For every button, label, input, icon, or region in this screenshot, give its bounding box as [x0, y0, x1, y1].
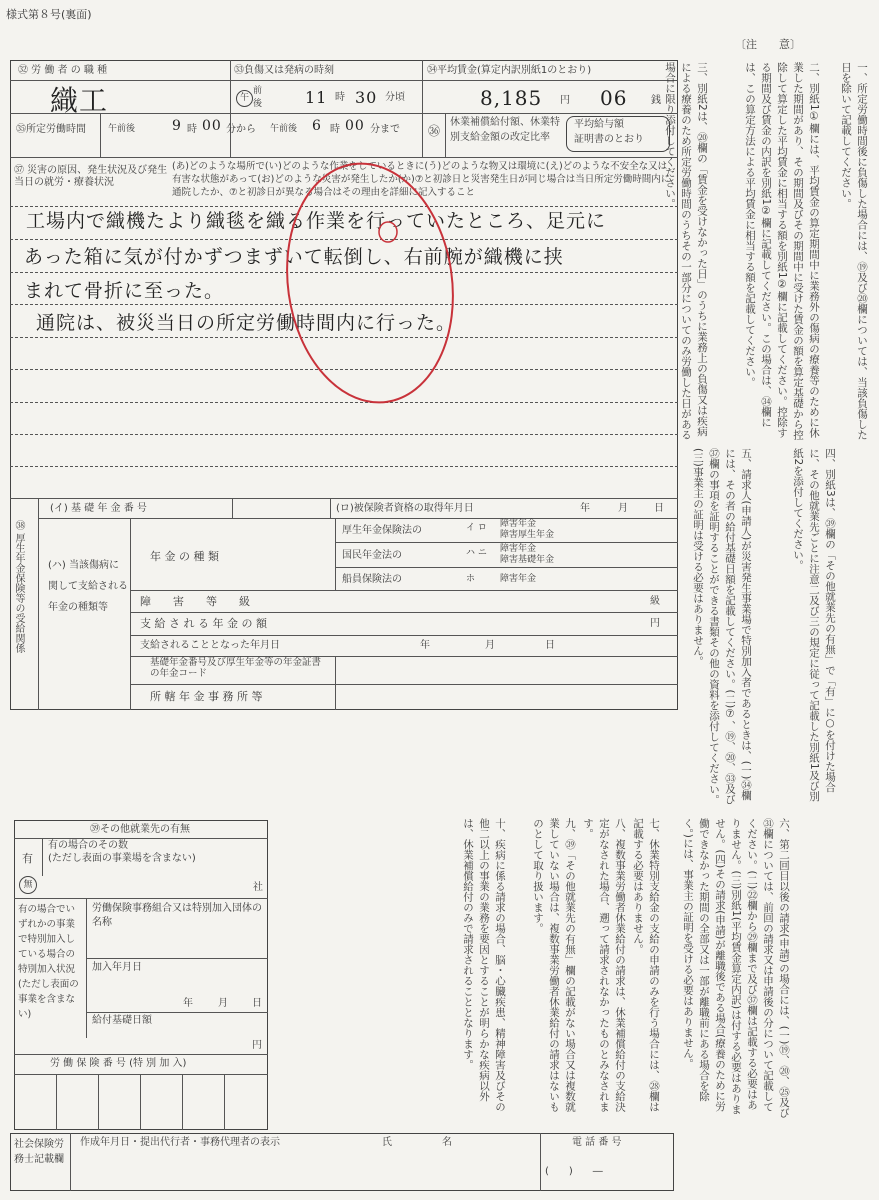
s33-label: ㉝負傷又は発病の時刻 [234, 65, 334, 76]
s38-type-3: 障害年金 [500, 544, 537, 554]
s38-type-1: 障害年金 [500, 519, 537, 529]
footer-col3: 電 話 番 号 [572, 1137, 622, 1148]
s38-type-5: 障害年金 [500, 574, 537, 584]
note-10-text: 十、疾病に係る請求の場合、脳・心臓疾患、精神障害及びその他二以上の事業の業務を要因とすることが明らかな疾病以外は、休業補償給付のみで請求されることとなります。 [462, 818, 506, 1112]
s34-unit-sen: 銭 [651, 95, 661, 106]
s33-am-circle [236, 90, 253, 107]
note-6-text: 六、第二回目以後の請求(申請)の場合には、(一)⑲、⑳、㉕及び㉛欄については、前回の請求又は申請後の分について記載してください。(二)㉒欄から㉙欄まで及び㊲欄は記載する必要はありません。(三)別紙1(平均賃金算定内訳)は付する必要はありません。(四)その請求(申請)が離職後である場合(療養のために労働できなかった期間の全部又は一部が離職前にある場合を除く。)には、事業主の証明を受ける必要はありません。 [682, 818, 790, 1118]
note-4-text: 四、別紙3は、㊴欄の「その他就業先の有無」で「有」に○を付けた場合に、その他就業先ごとに注意二及び三の規定に従って記載した別紙1及び別紙2を添付してください。 [792, 448, 836, 802]
s37-label-text: ㊲ 災害の原因、発生状況及び発生当日の就労・療養状況 [14, 165, 168, 188]
s37-line-3[interactable]: まれて骨折に至った。 [24, 280, 225, 302]
note-10 [460, 818, 508, 1118]
s33-hour[interactable]: 11 [305, 88, 328, 107]
s38-kana-1: イ ロ [466, 523, 487, 533]
s38-ha-label [48, 555, 128, 618]
s38-kana-3: ホ [466, 574, 476, 584]
note-2-text: 二、別紙1①欄には、平均賃金の算定期間中に業務外の傷病の療養等のために休業した期間があり、その期間及びその期間中に受けた賃金の額を算定基礎から控除して算定した平均賃金に相当する額を別紙1②欄に記載してください。控除する期間及び賃金の内訳を別紙1②欄に記載してください。この場合は、㉞欄には、この算定方法による平均賃金に相当する額を記載してください。 [744, 62, 820, 440]
note-3 [662, 62, 710, 442]
s39-join-day: 日 [252, 998, 262, 1009]
note-4 [790, 448, 838, 808]
s39-yen: 円 [252, 1040, 262, 1051]
s38-side-label-text: ㊳ 厚生年金保険等の受給関係 [13, 520, 24, 654]
footer-org [14, 1137, 68, 1167]
s35-to-ampm: 午前後 [270, 124, 298, 134]
s35-end: 分まで [370, 124, 400, 135]
s33-min[interactable]: 30 [355, 88, 378, 107]
s35-mid: 時 [187, 124, 197, 135]
s38-ha-label-text: (ハ) 当該傷病に関して支給される年金の種類等 [48, 560, 128, 613]
s34-label: ㉞平均賃金(算定内訳別紙1のとおり) [427, 65, 592, 76]
s38-kana-2: ハ ニ [466, 548, 487, 558]
s38-type-4: 障害基礎年金 [500, 555, 555, 565]
s38-ro-label: (ロ)被保険者資格の取得年月日 [336, 503, 474, 514]
s39-no-circle[interactable] [19, 876, 37, 894]
s39-count-note: (ただし表面の事業場を含まない) [48, 853, 196, 864]
note-8 [580, 818, 628, 1118]
s39-special-label [18, 902, 84, 1022]
s38-pension-type: 年 金 の 種 類 [150, 550, 219, 563]
s35-from-ampm: 午前後 [108, 124, 136, 134]
s38-law-3: 船員保険法の [342, 574, 402, 585]
note-7 [630, 818, 662, 1118]
note-6 [680, 818, 792, 1118]
s35-from-h[interactable]: 9 [172, 118, 182, 134]
note-1-text: 一、所定労働時間後に負傷した場合には、⑲及び⑳欄については、当該負傷した日を除いて記載してください。 [840, 62, 868, 440]
s36-label2: 別支給金額の改定比率 [450, 132, 550, 143]
s34-yen[interactable]: 8,185 [480, 86, 543, 110]
s38-start-year: 年 [420, 640, 430, 651]
s39-join-date: 加入年月日 [92, 962, 142, 973]
s35-label: ㉟所定労働時間 [16, 124, 86, 135]
s38-ro-day: 日 [654, 503, 664, 514]
note-1 [838, 62, 870, 442]
s39-join-year: 年 [183, 998, 193, 1009]
s38-ro-year: 年 [580, 503, 590, 514]
s38-amount: 支 給 さ れ る 年 金 の 額 [140, 617, 267, 630]
form-id: 様式第８号(裏面) [6, 8, 92, 21]
s35-from-m[interactable]: 00 [202, 118, 222, 134]
note-7-text: 七、休業特別支給金の支給の申請のみを行う場合には、㉘欄は記載する必要はありません。 [632, 818, 660, 1112]
s32-value[interactable]: 織工 [50, 84, 109, 117]
s38-type-2: 障害厚生年金 [500, 530, 555, 540]
s39-base-amount: 給付基礎日額 [92, 1015, 152, 1026]
s39-yes[interactable]: 有 [22, 852, 33, 865]
s33-mark2: 後 [253, 99, 263, 109]
s38-law-1: 厚生年金保険法の [342, 525, 422, 536]
s36-num: ㊱ [428, 124, 441, 138]
s38-side-label [10, 520, 26, 700]
s36-label1: 休業補償給付額、休業特 [450, 117, 560, 128]
note-9-text: 九、㊴「その他就業先の有無」欄の記載がない場合又は複数就業していない場合は、複数事業労働者休業給付の請求はないものとして取り扱います。 [532, 818, 576, 1112]
notes-title: 〔注 意〕 [735, 38, 801, 51]
s39-title: ㊴その他就業先の有無 [90, 824, 190, 835]
s33-unit-min: 分頃 [385, 92, 405, 103]
s39-union-label [92, 902, 262, 930]
s37-line-1[interactable]: 工場内で織機たより織毯を織る作業を行っていたところ、足元に [26, 210, 607, 232]
s39-union-label-text: 労働保険事務組合又は特別加入団体の名称 [92, 903, 262, 928]
note-5 [690, 448, 754, 808]
s37-line-2[interactable]: あった箱に気が付かずつまずいて転倒し、右前腕が織機に挟 [24, 246, 564, 268]
note-2 [742, 62, 822, 442]
s35-to-h[interactable]: 6 [312, 118, 322, 134]
s37-instructions-text: (あ)どのような場所で(い)どのような作業をしているときに(う)どのような物又は環境に(え)どのような不安全な又は有害な状態があって(お)どのような災害が発生したか(か)⑦と初診日と災害発生日が同じ場合は当日所定労働時間内に通院したか、⑦と初診日が異なる場合はその理由を詳細に記入すること [172, 161, 671, 198]
s33-unit-hour: 時 [335, 92, 345, 103]
s39-insurance-no: 労 働 保 険 番 号 (特 別 加 入) [50, 1058, 187, 1069]
s39-join-month: 月 [218, 998, 228, 1009]
note-5-text: 五、請求人(申請人)が災害発生事業場で特別加入者であるときは、(一)㉞欄には、その者の給付基礎日額を記載してください。(二)⑦、⑲、⑳、㉝及び㊲欄の事項を証明することができる書類その他の資料を添付してください。(三)事業主の証明は受ける必要はありません。 [692, 448, 752, 805]
s39-unit: 社 [253, 882, 263, 893]
s36-paren2: 証明書のとおり [574, 134, 644, 145]
s34-unit-yen: 円 [560, 95, 570, 106]
s32-label: ㉜ 労 働 者 の 職 種 [18, 65, 108, 76]
s37-line-4[interactable]: 通院は、被災当日の所定労働時間内に行った。 [36, 312, 457, 334]
s37-label [14, 165, 174, 189]
s33-am: 午 [239, 93, 249, 103]
s38-grade-unit: 級 [650, 596, 660, 607]
s35-mid2: 分から [226, 124, 256, 135]
s39-special-label-text: 有の場合でいずれかの事業で特別加入している場合の特別加入状況(ただし表面の事業を含まない) [18, 904, 79, 1020]
red-annotation [270, 158, 480, 418]
s34-sen[interactable]: 06 [600, 86, 628, 110]
s33-mark1: 前 [253, 86, 263, 96]
s35-to-m[interactable]: 00 [345, 118, 365, 134]
note-8-text: 八、複数事業労働者休業給付の請求は、休業補償給付の支給決定がなされた場合、遡って請求されなかったものとみなされます。 [582, 818, 626, 1112]
footer-col1: 作成年月日・提出代行者・事務代理者の表示 [80, 1137, 280, 1148]
s38-start-month: 月 [485, 640, 495, 651]
s35-mid-2: 時 [330, 124, 340, 135]
s36-paren1: 平均給与額 [574, 119, 624, 130]
s38-i-label: (イ) 基 礎 年 金 番 号 [50, 503, 147, 514]
note-3-text: 三、別紙2は、⑳欄の「賃金を受けなかった日」のうちに業務上の負傷又は疾病による療養のため所定労働時間のうちその一部分についてのみ労働した日がある場合に限り添付してください。 [664, 62, 708, 440]
s38-grade: 障 害 等 級 [140, 595, 250, 608]
note-9 [530, 818, 578, 1118]
s38-code [150, 657, 330, 679]
s38-law-2: 国民年金法の [342, 550, 402, 561]
footer-tel: ( ) ― [545, 1166, 603, 1177]
s38-code-text: 基礎年金番号及び厚生年金等の年金証書の年金コード [150, 657, 322, 679]
s38-start-day: 日 [545, 640, 555, 651]
footer-org-text: 社会保険労務士記載欄 [14, 1139, 64, 1165]
s39-no: 無 [23, 880, 33, 890]
s38-start: 支給されることとなった年月日 [140, 640, 280, 651]
s38-ro-month: 月 [618, 503, 628, 514]
s39-count-label: 有の場合のその数 [48, 840, 128, 851]
s38-yen: 円 [650, 618, 660, 629]
s38-office: 所 轄 年 金 事 務 所 等 [150, 690, 263, 703]
footer-col2: 氏 名 [382, 1137, 452, 1148]
